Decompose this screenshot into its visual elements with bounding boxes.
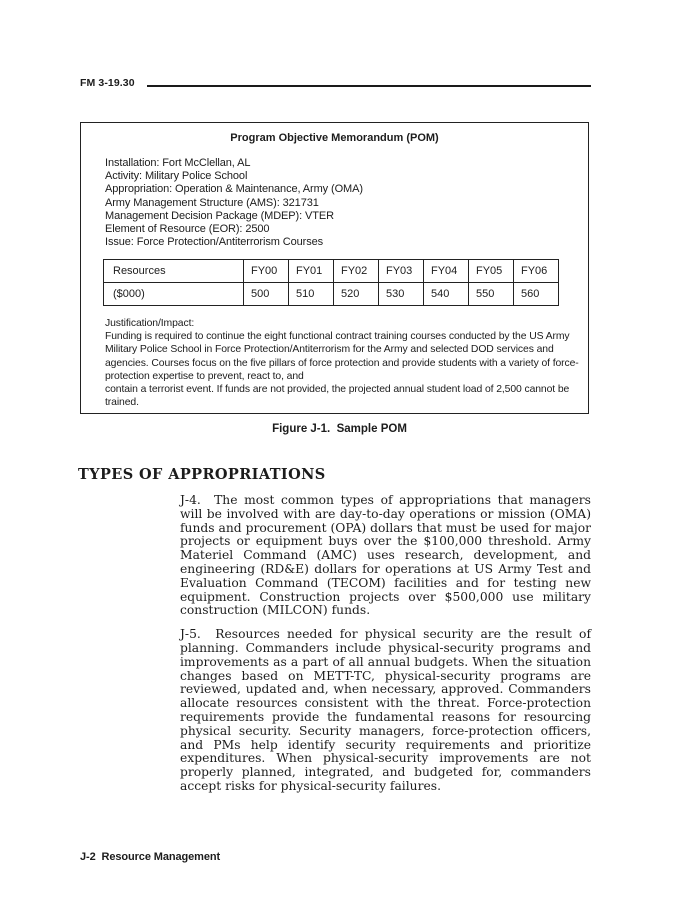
table-cell-fy06: 560 xyxy=(514,283,559,306)
pom-info-mdep: Management Decision Package (MDEP): VTER xyxy=(105,209,334,222)
pom-info-installation: Installation: Fort McClellan, AL xyxy=(105,157,251,169)
justification-text-1: Funding is required to continue the eight functional contract training courses conducted by the US Army Military Police School in Force Protection/Antiterrorism for the Army and selected DOD services and agencies. Courses focus on the five pillars of force protection and provide students with a variety of force-protection expertise to prevent, react to, and xyxy=(105,331,579,382)
table-header-row xyxy=(104,260,559,283)
section-heading: TYPES OF APPROPRIATIONS xyxy=(78,466,326,483)
table-header-resources: Resources xyxy=(104,260,244,283)
table-header-fy00: FY00 xyxy=(244,260,289,283)
pom-info-ams: Army Management Structure (AMS): 321731 xyxy=(105,196,319,209)
pom-info-eor: Element of Resource (EOR): 2500 xyxy=(105,223,270,236)
table-cell-fy00: 500 xyxy=(244,283,289,306)
table-row xyxy=(104,283,559,306)
pom-resources-table xyxy=(103,259,559,306)
pom-figure-box xyxy=(80,122,589,414)
table-cell-fy04: 540 xyxy=(424,283,469,306)
paragraph-j4: J-4. The most common types of appropriations that managers will be involved with are day-to-day operations or mission (OMA) funds and procurement (OPA) dollars that must be used for major projects or equipment buys over the $100,000 threshold. Army Materiel Command (AMC) uses research, development, and engineering (RD&E) dollars for operations at US Army Test and Evaluation Command (TECOM) facilities and for testing new equipment. Construction projects over $500,000 use military construction (MILCON) funds. xyxy=(180,493,591,618)
table-header-fy01: FY01 xyxy=(289,260,334,283)
pom-justification-block xyxy=(105,317,585,409)
page-header-doc-code: FM 3-19.30 xyxy=(80,77,135,89)
table-header-fy03: FY03 xyxy=(379,260,424,283)
body-text-block xyxy=(180,494,591,804)
paragraph-j5: J-5. Resources needed for physical security are the result of planning. Commanders include physical-security programs and improvements as a part of all annual budgets. When the situation changes based on METT-TC, physical-security programs are reviewed, updated and, when necessary, approved. Commanders allocate resources consistent with the threat. Force-protection requirements provide the fundamental reasons for resourcing physical security. Security managers, force-protection officers, and PMs help identify security requirements and prioritize expenditures. When physical-security improvements are not properly planned, integrated, and budgeted for, commanders accept risks for physical-security failures. xyxy=(180,627,591,793)
pom-info-issue: Issue: Force Protection/Antiterrorism Courses xyxy=(105,236,324,249)
table-cell-fy01: 510 xyxy=(289,283,334,306)
header-rule xyxy=(147,85,591,87)
figure-caption: Figure J-1. Sample POM xyxy=(272,423,407,435)
pom-box-title: Program Objective Memorandum (POM) xyxy=(230,132,439,144)
justification-text-2: contain a terrorist event. If funds are not provided, the projected annual student load of 2,500 cannot be trained. xyxy=(105,384,570,409)
justification-label: Justification/Impact: xyxy=(105,318,195,329)
pom-info-appropriation: Appropriation: Operation & Maintenance, Army (OMA) xyxy=(105,183,363,196)
table-header-fy04: FY04 xyxy=(424,260,469,283)
pom-info-activity: Activity: Military Police School xyxy=(105,170,248,183)
table-header-fy05: FY05 xyxy=(469,260,514,283)
table-cell-fy05: 550 xyxy=(469,283,514,306)
pom-info-block xyxy=(105,157,363,249)
table-header-fy02: FY02 xyxy=(334,260,379,283)
table-cell-unit: ($000) xyxy=(104,283,244,306)
page-footer: J-2 Resource Management xyxy=(80,851,221,863)
table-cell-fy02: 520 xyxy=(334,283,379,306)
table-cell-fy03: 530 xyxy=(379,283,424,306)
table-header-fy06: FY06 xyxy=(514,260,559,283)
